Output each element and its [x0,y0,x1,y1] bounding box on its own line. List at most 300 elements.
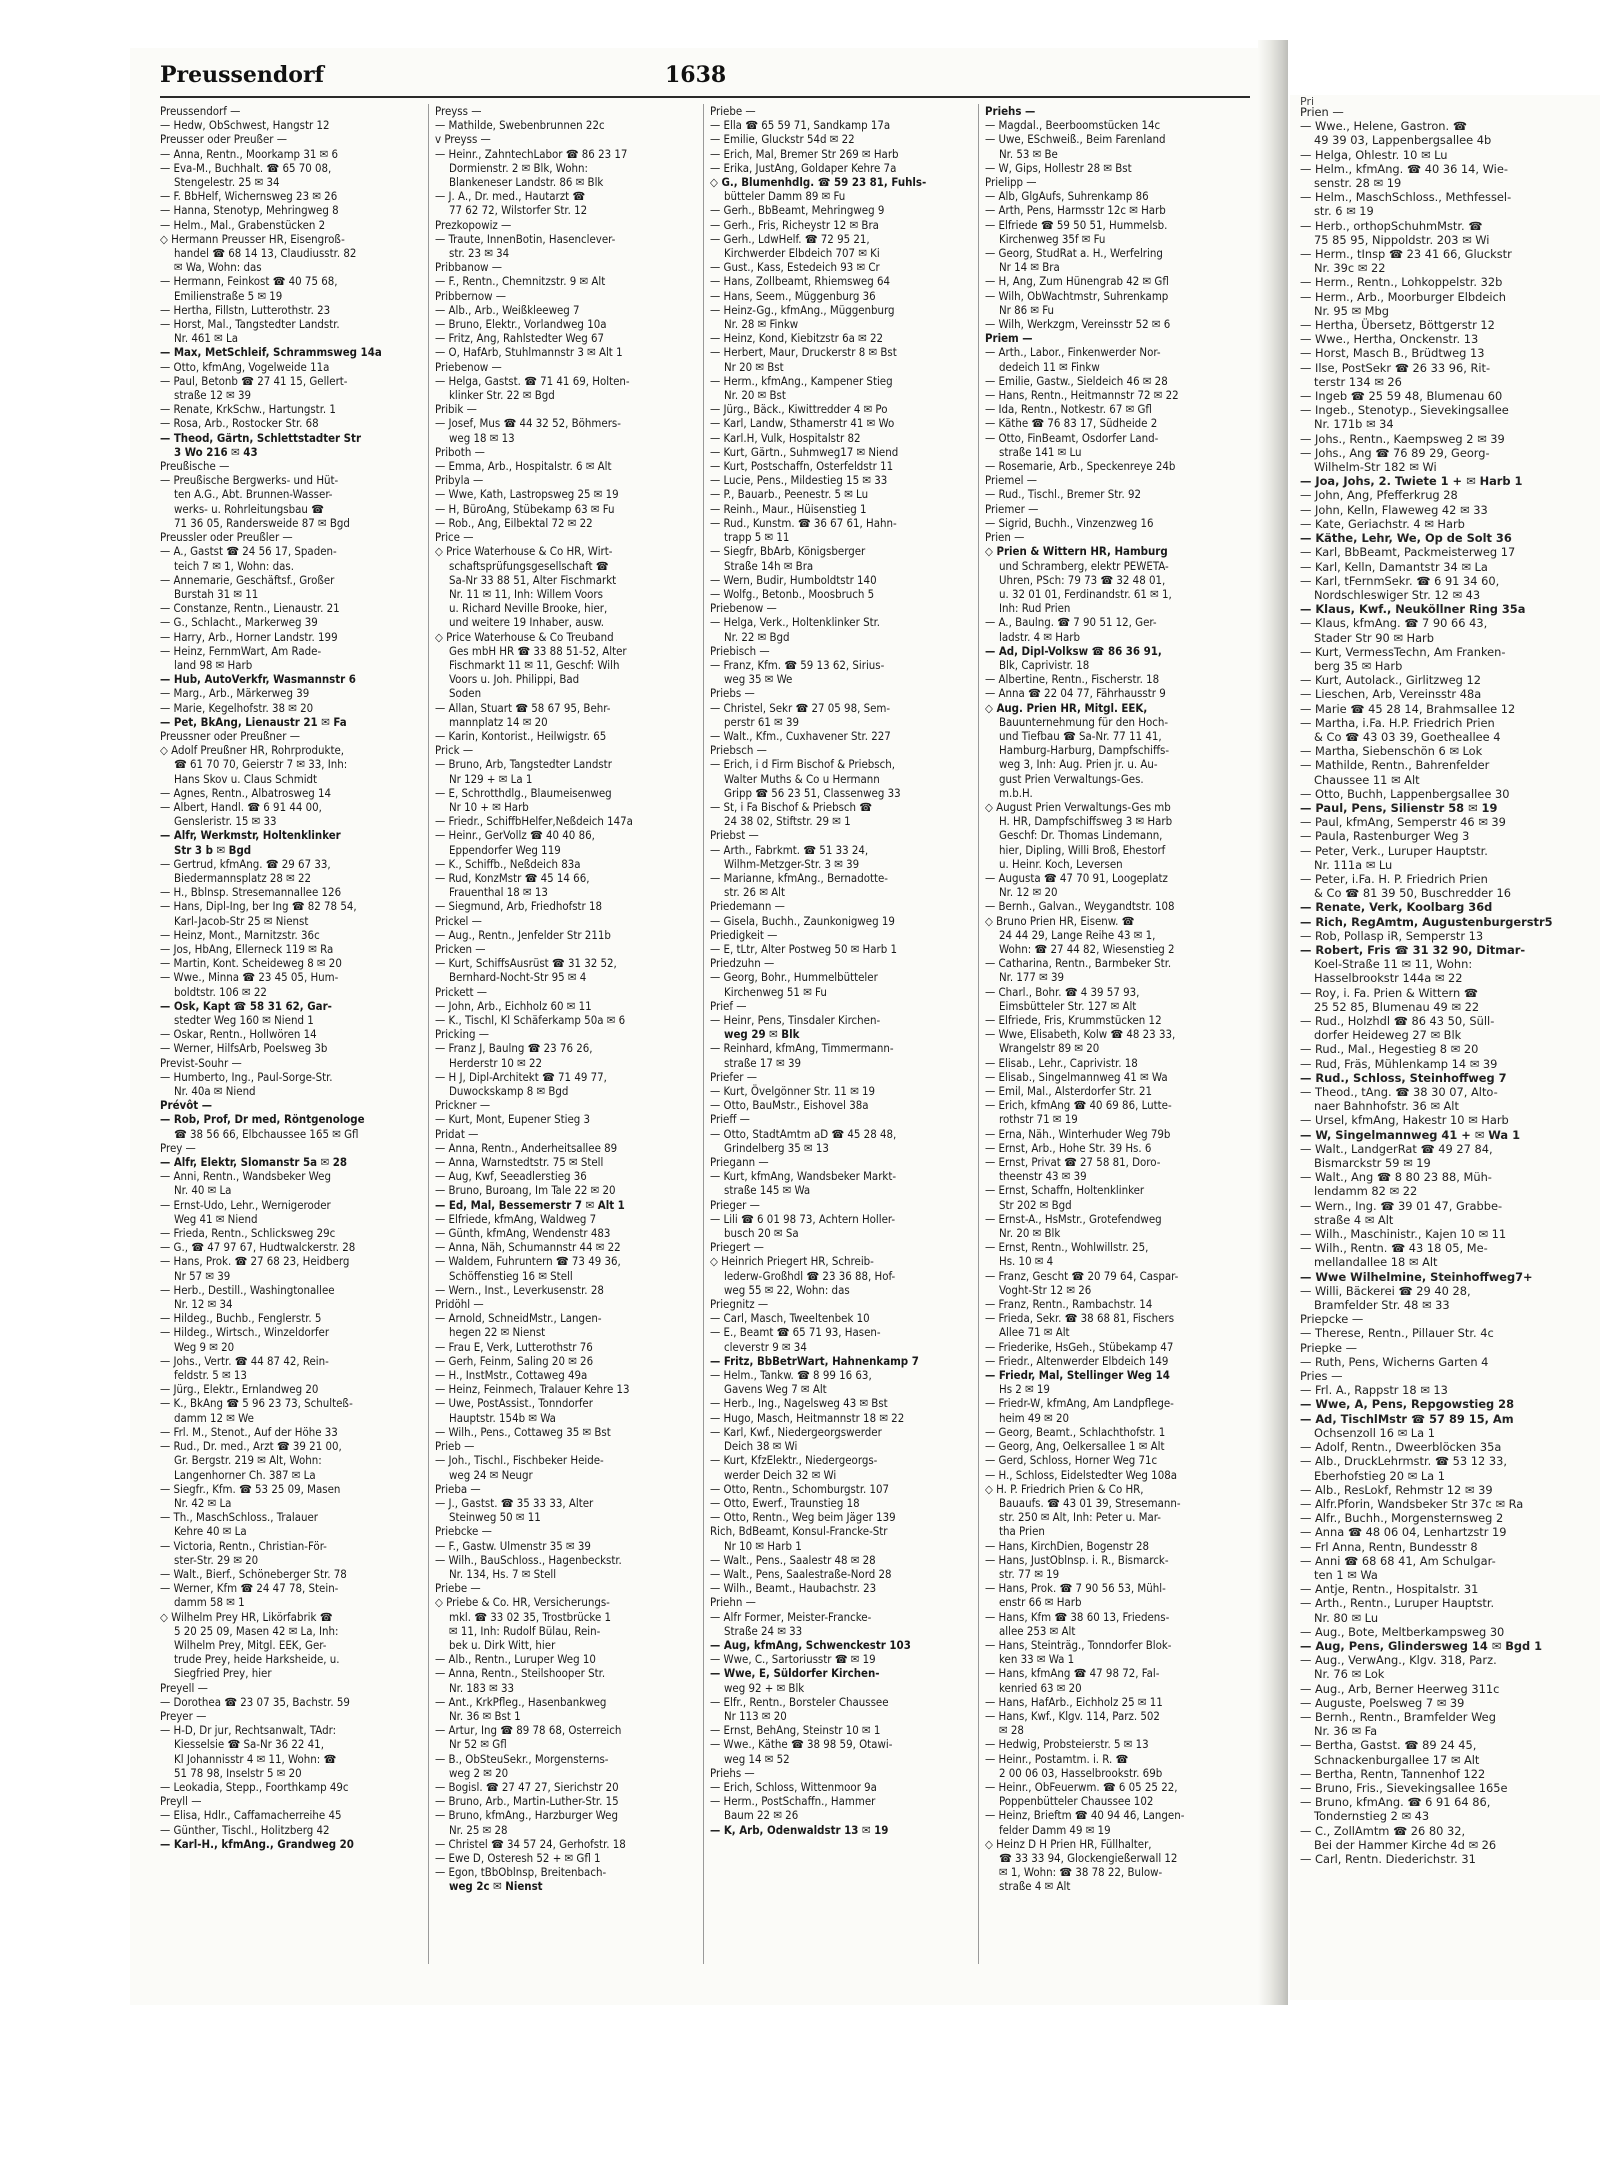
directory-entry: str. 6 ✉ 19 [1314,204,1374,219]
directory-entry: weg 3, Inh: Aug. Prien jr. u. Au- [999,757,1158,772]
directory-entry: Bei der Hammer Kirche 4d ✉ 26 [1314,1837,1497,1852]
directory-entry: — Ad, TischlMstr ☎ 57 89 15, Am [1300,1411,1514,1426]
directory-entry: — Ernst, Rentn., Wohlwillstr. 25, [985,1240,1149,1255]
adjacent-page-column [1300,95,1590,1866]
directory-entry: — Klaus, Kwf., Neuköllner Ring 35a [1300,602,1526,617]
directory-entry: weg 55 ✉ 22, Wohn: das [724,1282,850,1297]
directory-entry: — St, i Fa Bischof & Priebsch ☎ [710,799,873,814]
directory-entry: — Jürg., Bäck., Kiwittredder 4 ✉ Po [710,402,888,417]
directory-entry: Nr. 111a ✉ Lu [1314,857,1393,872]
directory-entry: Nr. 39c ✉ 22 [1314,261,1386,276]
directory-entry: — Helga, Ohlestr. 10 ✉ Lu [1300,147,1448,162]
directory-entry: — Horst, Mal., Tangstedter Landstr. [160,317,340,332]
directory-entry: — Anna, Rentn., Anderheitsallee 89 [435,1140,618,1155]
directory-entry: Priehn — [710,1595,756,1610]
directory-entry: — Anna ☎ 48 06 04, Lenhartzstr 19 [1300,1525,1507,1540]
directory-entry: Nr. 20 ✉ Blk [999,1226,1061,1241]
directory-entry: — Martha, i.Fa. H.P. Friedrich Prien [1300,715,1495,730]
directory-entry: Pribyla — [435,473,484,488]
directory-entry: — Heinz, Mont., Marnitzstr. 36c [160,927,320,942]
directory-entry: — Kurt, VermessTechn, Am Franken- [1300,644,1506,659]
directory-entry: klinker Str. 22 ✉ Bgd [449,388,555,403]
directory-entry: Gr. Bergstr. 219 ✉ Alt, Wohn: [174,1453,322,1468]
directory-entry: — Mathilde, Rentn., Bahrenfelder [1300,758,1490,773]
directory-entry: — Paul, Betonb ☎ 27 41 15, Gellert- [160,373,348,388]
directory-entry: — Siegmund, Arb, Friedhofstr 18 [435,899,603,914]
directory-entry: — Erich, Schloss, Wittenmoor 9a [710,1779,877,1794]
directory-entry: — Helm., MaschSchloss., Methfessel- [1300,190,1512,205]
directory-entry: Bernhard-Nocht-Str 95 ✉ 4 [449,970,587,985]
directory-entry: Weg 41 ✉ Niend [174,1211,258,1226]
directory-entry: — Elfr., Rentn., Borsteler Chaussee [710,1694,889,1709]
directory-entry: Bauunternehmung für den Hoch- [999,714,1169,729]
directory-entry: ◇ Price Waterhouse & Co HR, Wirt- [435,544,613,559]
directory-entry: Nr. 461 ✉ La [174,331,238,346]
directory-entry: Fischmarkt 11 ✉ 11, Geschf: Wilh [449,657,620,672]
directory-entry: weg 14 ✉ 52 [724,1751,790,1766]
directory-entry: — G., Schlacht., Markerweg 39 [160,615,318,630]
directory-entry: Ges mbH HR ☎ 33 88 51-52, Alter [449,643,627,658]
directory-entry: str. 26 ✉ Alt [724,885,786,900]
directory-entry: — Günth, kfmAng, Wendenstr 483 [435,1226,611,1241]
header-rule [160,96,1250,98]
directory-entry: — Rosa, Arb., Rostocker Str. 68 [160,416,319,431]
directory-entry: Herderstr 10 ✉ 22 [449,1055,543,1070]
directory-entry: — Gerh., Fris, Richeystr 12 ✉ Bra [710,217,879,232]
directory-entry: — Gust., Kass, Estedeich 93 ✉ Cr [710,260,880,275]
directory-entry: — Friederike, HsGeh., Stübekamp 47 [985,1339,1174,1354]
directory-entry: — Bruno, Elektr., Vorlandweg 10a [435,317,607,332]
directory-entry: — Erich, Mal, Bremer Str 269 ✉ Harb [710,146,899,161]
directory-entry: — Harry, Arb., Horner Landstr. 199 [160,629,338,644]
directory-entry: — Renate, Verk, Koolbarg 36d [1300,900,1493,915]
directory-entry: — Rud, KonzMstr ☎ 45 14 66, [435,870,590,885]
directory-entry: bek u. Dirk Witt, hier [449,1637,556,1652]
directory-entry: — Herm., tInsp ☎ 23 41 66, Gluckstr [1300,247,1512,262]
directory-entry: busch 20 ✉ Sa [724,1226,799,1241]
directory-column-2 [435,104,697,1984]
directory-entry: und Schramberg, elektr PEWETA- [999,558,1169,573]
directory-entry: Priemer — [985,501,1039,516]
directory-entry: — Alfr Former, Meister-Francke- [710,1609,872,1624]
directory-entry: — Agnes, Rentn., Albatrosweg 14 [160,785,332,800]
directory-entry: — Frieda, Sekr. ☎ 38 68 81, Fischers [985,1311,1175,1326]
directory-entry: — P., Bauarb., Peenestr. 5 ✉ Lu [710,487,869,502]
directory-entry: — Ilse, PostSekr ☎ 26 33 96, Rit- [1300,360,1491,375]
directory-entry: — Otto, Ewerf., Traunstieg 18 [710,1495,860,1510]
directory-entry: theenstr 43 ✉ 39 [999,1169,1087,1184]
directory-entry: — Peter, Verk., Luruper Hauptstr. [1300,843,1488,858]
directory-entry: dorfer Heideweg 27 ✉ Blk [1314,1028,1462,1043]
directory-entry: — Wwe Wilhelmine, Steinhoffweg7+ [1300,1269,1533,1284]
directory-column-1 [160,104,422,1984]
directory-entry: — Mathilde, Swebenbrunnen 22c [435,118,605,133]
directory-entry: — Karl.H, Vulk, Hospitalstr 82 [710,430,861,445]
directory-entry: weg 92 + ✉ Blk [724,1680,805,1695]
directory-entry: — Ant., KrkPfleg., Hasenbankweg [435,1694,607,1709]
directory-entry: — H., Schloss, Eidelstedter Weg 108a [985,1467,1178,1482]
directory-entry: — Willi, Bäckerei ☎ 29 40 28, [1300,1283,1471,1298]
column-divider [703,104,704,1964]
directory-entry: ◇ G., Blumenhdlg. ☎ 59 23 81, Fuhls- [710,175,927,190]
directory-entry: — Hans, Prok. ☎ 27 68 23, Heidberg [160,1254,350,1269]
directory-entry: 24 38 02, Stiftstr. 29 ✉ 1 [724,814,851,829]
directory-entry: — Rud., Tischl., Bremer Str. 92 [985,487,1141,502]
directory-entry: — Bruno, kfmAng., Harzburger Weg [435,1808,618,1823]
directory-entry: — Augusta ☎ 47 70 91, Loogeplatz [985,870,1168,885]
directory-entry: — Arth., Rentn., Luruper Hauptstr. [1300,1596,1495,1611]
directory-entry: — Gerh., BbBeamt, Mehringweg 9 [710,203,885,218]
directory-entry: — Pet, BkAng, Lienaustr 21 ✉ Fa [160,714,347,729]
directory-entry: — Arth., Labor., Finkenwerder Nor- [985,345,1161,360]
directory-entry: — Bruno, Arb., Martin-Luther-Str. 15 [435,1794,619,1809]
directory-entry: — Emilie, Gastw., Sieldeich 46 ✉ 28 [985,373,1168,388]
directory-entry: — B., ObSteuSekr., Morgensterns- [435,1751,609,1766]
directory-entry: — Franz, Gescht ☎ 20 79 64, Caspar- [985,1268,1179,1283]
directory-entry: — Alfr.Pforin, Wandsbeker Str 37c ✉ Ra [1300,1496,1524,1511]
directory-entry: — Erich, i d Firm Bischof & Priebsch, [710,757,895,772]
directory-entry: — Arth, Pens, Harmsstr 12c ✉ Harb [985,203,1166,218]
directory-entry: — Heinz, Kond, Kiebitzstr 6a ✉ 22 [710,331,884,346]
directory-entry: — Gisela, Buchh., Zaunkonigweg 19 [710,913,895,928]
directory-entry: ◇ Prien & Wittern HR, Hamburg [985,544,1168,559]
directory-entry: — Fritz, Ang, Rahlstedter Weg 67 [435,331,605,346]
directory-entry: Wilhm-Metzger-Str. 3 ✉ 39 [724,856,860,871]
directory-entry: — Otto, Rentn., Schomburgstr. 107 [710,1481,890,1496]
directory-entry: 3 Wo 216 ✉ 43 [174,444,258,459]
directory-entry: — Preußische Bergwerks- und Hüt- [160,473,339,488]
directory-entry: Straße 24 ✉ 33 [724,1623,803,1638]
directory-entry: Nr 113 ✉ 20 [724,1708,787,1723]
directory-entry: weg 18 ✉ 13 [449,430,515,445]
directory-entry: straße 141 ✉ Lu [999,444,1082,459]
directory-entry: — Kurt, kfmAng, Wandsbeker Markt- [710,1169,897,1184]
directory-entry: — Victoria, Rentn., Christian-För- [160,1538,327,1553]
directory-entry: — Bertha, Rentn, Tannenhof 122 [1300,1766,1486,1781]
directory-entry: — Hans, HafArb., Eichholz 25 ✉ 11 [985,1694,1163,1709]
directory-entry: — Alb., ResLokf, Rehmstr 12 ✉ 39 [1300,1482,1493,1497]
directory-entry: Priegnitz — [710,1297,769,1312]
directory-entry: Priebcke — [435,1524,492,1539]
directory-entry: — Anni ☎ 68 68 41, Am Schulgar- [1300,1553,1496,1568]
directory-entry: — Rosemarie, Arb., Speckenreye 24b [985,459,1176,474]
directory-entry: — H-D, Dr jur, Rechtsanwalt, TAdr: [160,1723,337,1738]
directory-entry: — Hans, Seem., Müggenburg 36 [710,288,876,303]
directory-entry: — Hanna, Stenotyp, Mehringweg 8 [160,203,339,218]
directory-entry: — F., Gastw. Ulmenstr 35 ✉ 39 [435,1538,591,1553]
directory-entry: — Elisab., Lehr., Caprivistr. 18 [985,1055,1138,1070]
directory-entry: — K., Schiffb., Neßdeich 83a [435,856,581,871]
directory-entry: — Peter, i.Fa. H. P. Friedrich Prien [1300,871,1488,886]
directory-entry: ✉ Wa, Wohn: das [174,260,262,275]
directory-entry: — Aug., Bote, Meltberkampsweg 30 [1300,1624,1505,1639]
directory-entry: — Bernh., Rentn., Bramfelder Weg [1300,1709,1496,1724]
directory-entry: Price — [435,530,474,545]
directory-entry: — Wilh., Beamt., Haubachstr. 23 [710,1581,877,1596]
directory-entry: Tondernstieg 2 ✉ 43 [1314,1809,1430,1824]
directory-entry: berg 35 ✉ Harb [1314,658,1403,673]
directory-entry: — Bogisl. ☎ 27 47 27, Sierichstr 20 [435,1779,619,1794]
directory-entry: Steinweg 50 ✉ 11 [449,1510,541,1525]
directory-entry: hier, Dipling, Willi Broß, Ehestorf [999,842,1166,857]
directory-entry: — Joh., Tischl., Fischbeker Heide- [435,1453,604,1468]
directory-entry: — Albert, Handl. ☎ 6 91 44 00, [160,799,322,814]
directory-entry: Nr. 12 ✉ 34 [174,1297,233,1312]
directory-entry: & Co ☎ 81 39 50, Buschredder 16 [1314,886,1511,901]
directory-entry: Kirchwerder Elbdeich 707 ✉ Ki [724,246,880,261]
directory-column-4 [985,104,1247,1984]
directory-entry: & Co ☎ 43 03 39, Goetheallee 4 [1314,729,1501,744]
directory-entry: — Elfriede, kfmAng, Waldweg 7 [435,1211,597,1226]
directory-entry: teich 7 ✉ 1, Wohn: das. [174,558,295,573]
directory-entry: gust Prien Verwaltungs-Ges. [999,771,1144,786]
directory-entry: u. Richard Neville Brooke, hier, [449,601,608,616]
directory-entry: — Ingeb., Stenotyp., Sievekingsallee [1300,403,1509,418]
directory-entry: Priebe — [710,104,756,118]
directory-entry: — Marie, Kegelhofstr. 38 ✉ 20 [160,700,314,715]
directory-entry: — Wern, Budir, Humboldtstr 140 [710,572,877,587]
directory-entry: Inh: Rud Prien [999,601,1071,616]
directory-entry: — Otto, Buchh, Lappenbergsallee 30 [1300,786,1510,801]
directory-entry: — Wwe., Hertha, Onckenstr. 13 [1300,332,1479,347]
directory-entry: — Joa, Johs, 2. Twiete 1 + ✉ Harb 1 [1300,474,1523,489]
directory-entry: — F. BbHelf, Wichernsweg 23 ✉ 26 [160,189,338,204]
directory-entry: — Paul, Pens, Silienstr 58 ✉ 19 [1300,800,1498,815]
directory-entry: mellandallee 18 ✉ Alt [1314,1255,1438,1270]
directory-entry: Rich, BdBeamt, Konsul-Francke-Str [710,1524,888,1539]
directory-entry: — Ernst, Arb., Hohe Str. 39 Hs. 6 [985,1140,1152,1155]
directory-entry: — Ursel, kfmAng, Hakestr 10 ✉ Harb [1300,1113,1509,1128]
directory-entry: — Wolfg., Betonb., Moosbruch 5 [710,586,875,601]
directory-entry: — Hans, Zollbeamt, Rhiemsweg 64 [710,274,890,289]
directory-entry: Stengelestr. 25 ✉ 34 [174,175,280,190]
directory-entry: — Emma, Arb., Hospitalstr. 6 ✉ Alt [435,459,612,474]
directory-entry: — John, Ang, Pfefferkrug 28 [1300,488,1458,503]
directory-entry: — Wwe, Elisabeth, Kolw ☎ 48 23 33, [985,1027,1176,1042]
directory-entry: — John, Kelln, Flaweweg 42 ✉ 33 [1300,502,1488,517]
directory-entry: — Kurt, Mont, Eupener Stieg 3 [435,1112,591,1127]
directory-entry: allee 253 ✉ Alt [999,1623,1076,1638]
directory-entry: Pribik — [435,402,477,417]
directory-entry: Prief — [710,998,747,1013]
directory-entry: werks- u. Rohrleitungsbau ☎ [174,501,324,516]
directory-entry: Pridöhl — [435,1297,484,1312]
directory-entry: — Catharina, Rentn., Barmbeker Str. [985,956,1172,971]
directory-entry: Wrangelstr 89 ✉ 20 [999,1041,1100,1056]
directory-entry: werder Deich 32 ✉ Wi [724,1467,837,1482]
directory-entry: — Herm., kfmAng., Kampener Stieg [710,373,893,388]
directory-entry: 25 52 85, Blumenau 49 ✉ 22 [1314,999,1480,1014]
directory-entry: tha Prien [999,1524,1045,1539]
directory-entry: Prien — [1300,105,1344,119]
directory-entry: — Herb., orthopSchuhmMstr. ☎ [1300,218,1483,233]
column-divider [428,104,429,1964]
directory-entry: Bismarckstr 59 ✉ 19 [1314,1156,1431,1171]
directory-entry: — Carl, Masch, Tweeltenbek 10 [710,1311,870,1326]
directory-entry: — Reinhard, kfmAng, Timmermann- [710,1041,894,1056]
directory-entry: — Helm., Tankw. ☎ 8 99 16 63, [710,1368,872,1383]
directory-entry: — Anni, Rentn., Wandsbeker Weg [160,1169,331,1184]
directory-entry: Pribbanow — [435,260,502,275]
directory-entry: — Erna, Näh., Winterhuder Weg 79b [985,1126,1171,1141]
directory-entry: — Annemarie, Geschäftsf., Großer [160,572,335,587]
directory-entry: — Aug, Pens, Glindersweg 14 ✉ Bgd 1 [1300,1638,1543,1653]
directory-entry: v Preyss — [435,132,491,147]
directory-entry: — Theod, Gärtn, Schlettstadter Str [160,430,361,445]
directory-entry: Nr 57 ✉ 39 [174,1268,231,1283]
directory-entry: 77 62 72, Wilstorfer Str. 12 [449,203,588,218]
directory-entry: Nr. 183 ✉ 33 [449,1680,515,1695]
directory-entry: Prieba — [435,1481,481,1496]
directory-entry: — Heinz, Brieftm ☎ 40 94 46, Langen- [985,1808,1185,1823]
directory-entry: — Emilie, Gluckstr 54d ✉ 22 [710,132,855,147]
directory-entry: — Friedr-W, kfmAng, Am Landpflege- [985,1396,1174,1411]
directory-entry: straße 17 ✉ 39 [724,1055,802,1070]
directory-entry: Preussner oder Preußner — [160,728,300,743]
directory-entry: Preussendorf — [160,104,241,118]
directory-entry: — Antje, Rentn., Hospitalstr. 31 [1300,1582,1479,1597]
directory-entry: straße 12 ✉ 39 [174,388,252,403]
directory-entry: Nr. 22 ✉ Bgd [724,629,790,644]
directory-entry: Str 3 b ✉ Bgd [174,842,252,857]
directory-entry: Priebenow — [435,359,502,374]
directory-entry: — Walt., Kfm., Cuxhavener Str. 227 [710,728,891,743]
directory-entry: Priehs — [710,1765,755,1780]
directory-entry: — Fritz, BbBetrWart, Hahnenkamp 7 [710,1353,919,1368]
directory-entry: — Heinz, Feinmech, Tralauer Kehre 13 [435,1382,630,1397]
directory-entry: Nr. 36 ✉ Fa [1314,1724,1378,1739]
directory-entry: str. 23 ✉ 34 [449,246,510,261]
directory-entry: — Alb, GlgAufs, Suhrenkamp 86 [985,189,1149,204]
directory-entry: Duwockskamp 8 ✉ Bgd [449,1084,569,1099]
directory-entry: Hans Skov u. Claus Schmidt [174,771,318,786]
directory-entry: Baum 22 ✉ 26 [724,1808,799,1823]
directory-entry: — Rud., Dr. med., Arzt ☎ 39 21 00, [160,1439,342,1454]
directory-entry: schaftsprüfungsgesellschaft ☎ [449,558,609,573]
directory-entry: Prieb — [435,1439,475,1454]
directory-entry: Nordschleswiger Str. 12 ✉ 43 [1314,587,1481,602]
directory-entry: — Hans, Kwf., Klgv. 114, Parz. 502 [985,1708,1160,1723]
directory-entry: — Anna ☎ 22 04 77, Fährhausstr 9 [985,686,1166,701]
directory-entry: — Albertine, Rentn., Fischerstr. 18 [985,672,1160,687]
page-running-title: Preussendorf [160,62,325,88]
directory-entry: stedter Weg 160 ✉ Niend 1 [174,1013,314,1027]
directory-entry: Weg 9 ✉ 20 [174,1339,235,1354]
directory-entry: — Alfr, Elektr, Slomanstr 5a ✉ 28 [160,1155,348,1170]
directory-entry: kenried 63 ✉ 20 [999,1680,1082,1695]
directory-entry: Nr. 171b ✉ 34 [1314,417,1394,432]
directory-entry: Nr 86 ✉ Fu [999,302,1055,317]
directory-entry: — Johs., Vertr. ☎ 44 87 42, Rein- [160,1353,329,1368]
directory-entry: — Hildeg., Wirtsch., Winzeldorfer [160,1325,330,1340]
directory-entry: — Lili ☎ 6 01 98 73, Achtern Holler- [710,1211,896,1226]
directory-column-3 [710,104,972,1984]
directory-entry: Priebsch — [710,743,767,758]
directory-entry: — Rud, Fräs, Mühlenkamp 14 ✉ 39 [1300,1056,1498,1071]
directory-entry: — Franz, Kfm. ☎ 59 13 62, Sirius- [710,657,885,672]
directory-entry: — Hans, KirchDien, Bogenstr 28 [985,1538,1150,1553]
directory-entry: straße 4 ✉ Alt [1314,1212,1394,1227]
directory-entry: — Wilh, ObWachtmstr, Suhrenkamp [985,288,1169,303]
directory-entry: Preusser oder Preußer — [160,132,287,147]
directory-entry: Pridat — [435,1126,479,1141]
directory-entry: Nr 20 ✉ Bst [724,359,784,374]
directory-entry: — A., Baulng. ☎ 7 90 51 12, Ger- [985,615,1157,630]
directory-entry: Priebs — [710,686,755,701]
directory-entry: — Ad, Dipl-Volksw ☎ 86 36 91, [985,643,1162,658]
directory-entry: Blk, Caprivistr. 18 [999,657,1090,672]
directory-entry: — W, Singelmannweg 41 + ✉ Wa 1 [1300,1127,1520,1142]
directory-entry: — Käthe ☎ 76 83 17, Südheide 2 [985,416,1158,431]
directory-entry: — Th., MaschSchloss., Tralauer [160,1510,319,1525]
directory-entry: — Heinr., Postamtm. i. R. ☎ [985,1751,1129,1766]
directory-entry: — Ewe D, Osteresh 52 + ✉ Gfl 1 [435,1850,601,1865]
directory-entry: — K., Tischl, Kl Schäferkamp 50a ✉ 6 [435,1013,626,1027]
directory-entry: Voors u. Joh. Philippi, Bad [449,672,580,687]
directory-entry: — Gertrud, kfmAng. ☎ 29 67 33, [160,856,331,871]
directory-entry: — Frl. A., Rappstr 18 ✉ 13 [1300,1383,1448,1398]
directory-entry: Wilhelm-Str 182 ✉ Wi [1314,460,1437,475]
directory-entry: Hauptstr. 154b ✉ Wa [449,1410,556,1425]
directory-entry: — K., BkAng ☎ 5 96 23 73, Schulteß- [160,1396,353,1411]
directory-entry: terstr 134 ✉ 26 [1314,374,1402,389]
directory-entry: — Herb., Ing., Nagelsweg 43 ✉ Bst [710,1396,888,1411]
directory-entry: Prielipp — [985,175,1037,190]
directory-entry: H. HR, Dampfschiffsweg 3 ✉ Harb [999,814,1173,829]
directory-entry: — Anna, Rentn., Steilshooper Str. [435,1666,606,1681]
directory-entry: — Anna, Rentn., Moorkamp 31 ✉ 6 [160,146,338,161]
directory-entry: 5 20 25 09, Masen 42 ✉ La, Inh: [174,1623,339,1638]
directory-entry: — Wern., Ing. ☎ 39 01 47, Grabbe- [1300,1198,1503,1213]
directory-entry: — Christel ☎ 34 57 24, Gerhofstr. 18 [435,1836,626,1851]
adjacent-page [1290,95,1600,2000]
directory-entry: — Karl, Kelln, Damantstr 34 ✉ La [1300,559,1488,574]
directory-entry: ✉ 28 [999,1723,1024,1738]
directory-entry: — Kurt, Övelgönner Str. 11 ✉ 19 [710,1084,876,1099]
directory-entry: — Alfr., Buchh., Morgensternsweg 2 [1300,1511,1504,1526]
directory-entry: Hs 2 ✉ 19 [999,1382,1050,1397]
directory-entry: Karl-Jacob-Str 25 ✉ Nienst [174,913,309,928]
directory-entry: — Herbert, Maur, Druckerstr 8 ✉ Bst [710,345,897,360]
directory-entry: Eppendorfer Weg 119 [449,842,561,857]
directory-entry: — Hertha, Fillstn, Lutterothstr. 23 [160,302,331,317]
directory-entry: — Heinz, FernmWart, Am Rade- [160,643,322,658]
directory-entry: Poppenbütteler Chaussee 102 [999,1794,1154,1809]
directory-entry: — Anna, Näh, Schumannstr 44 ✉ 22 [435,1240,621,1255]
directory-entry: — Traute, InnenBotin, Hasenclever- [435,231,616,246]
directory-entry: — Wwe, A, Pens, Repgowstieg 28 [1300,1397,1515,1412]
directory-entry: — Ella ☎ 65 59 71, Sandkamp 17a [710,118,891,133]
directory-entry: Pricking — [435,1027,489,1042]
directory-entry: Preussler oder Preußler — [160,530,293,545]
directory-entry: ◇ Hermann Preusser HR, Eisengroß- [160,231,345,246]
directory-entry: — Uwe, PostAssist., Tonndorfer [435,1396,593,1411]
directory-entry: m.b.H. [999,785,1033,800]
directory-entry: — W, Gips, Hollestr 28 ✉ Bst [985,160,1132,175]
directory-entry: — Hans, Dipl-Ing, ber Ing ☎ 82 78 54, [160,899,357,914]
directory-entry: — Hedw, ObSchwest, Hangstr 12 [160,118,330,133]
directory-entry: — Ernst-Udo, Lehr., Wernigeroder [160,1197,331,1212]
directory-entry: — Karl, tFernmSekr. ☎ 6 91 34 60, [1300,573,1500,588]
directory-entry: — Reinh., Maur., Hüisenstieg 1 [710,501,867,516]
directory-entry: — H., InstMstr., Cottaweg 49a [435,1368,588,1383]
directory-entry: — Robert, Fris ☎ 31 32 90, Ditmar- [1300,942,1526,957]
directory-entry: — Paul, kfmAng, Semperstr 46 ✉ 39 [1300,815,1506,830]
directory-entry: Siegfried Prey, hier [174,1666,272,1681]
directory-entry: Preußische — [160,459,230,474]
directory-entry: Nr. 40 ✉ La [174,1183,232,1198]
directory-entry: — Rud., Kunstm. ☎ 36 67 61, Hahn- [710,515,897,530]
